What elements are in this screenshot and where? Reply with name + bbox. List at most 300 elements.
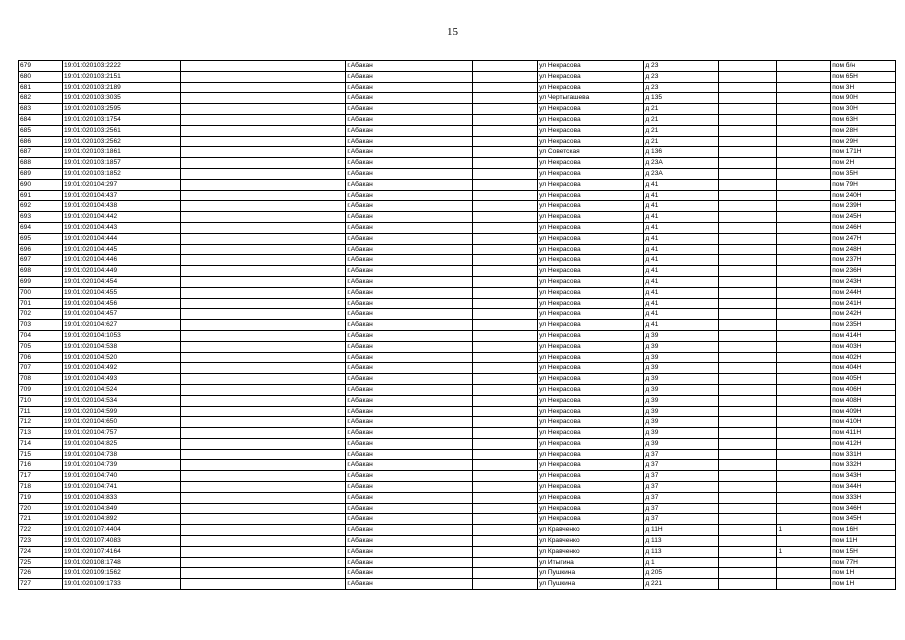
empty-cell xyxy=(473,222,538,233)
row-number-cell: 688 xyxy=(19,158,63,169)
city-cell: г.Абакан xyxy=(346,492,473,503)
city-cell: г.Абакан xyxy=(346,266,473,277)
empty-cell xyxy=(473,298,538,309)
table-row xyxy=(19,114,896,125)
empty-cell xyxy=(181,363,346,374)
house-cell: д 37 xyxy=(644,460,719,471)
room-cell: пом 410Н xyxy=(831,417,896,428)
empty-cell xyxy=(181,492,346,503)
row-number-cell: 690 xyxy=(19,179,63,190)
table-row xyxy=(19,492,896,503)
flat-cell xyxy=(777,71,831,82)
flat-cell xyxy=(777,309,831,320)
house-cell: д 23А xyxy=(644,168,719,179)
cadastral-number-cell: 19:01:020104:446 xyxy=(62,255,180,266)
street-cell: ул Пушкина xyxy=(538,568,644,579)
room-cell: пом 237Н xyxy=(831,255,896,266)
street-cell: ул Пушкина xyxy=(538,579,644,590)
city-cell: г.Абакан xyxy=(346,179,473,190)
table-row xyxy=(19,514,896,525)
house-cell: д 23 xyxy=(644,82,719,93)
house-cell: д 39 xyxy=(644,438,719,449)
empty-cell xyxy=(473,147,538,158)
row-number-cell: 716 xyxy=(19,460,63,471)
room-cell: пом 241Н xyxy=(831,298,896,309)
row-number-cell: 706 xyxy=(19,352,63,363)
row-number-cell: 712 xyxy=(19,417,63,428)
cadastral-number-cell: 19:01:020104:741 xyxy=(62,482,180,493)
street-cell: ул Некрасова xyxy=(538,417,644,428)
table-row xyxy=(19,309,896,320)
room-cell: пом 244Н xyxy=(831,287,896,298)
empty-cell xyxy=(473,363,538,374)
room-cell: пом 235Н xyxy=(831,320,896,331)
row-number-cell: 705 xyxy=(19,341,63,352)
house-cell: д 113 xyxy=(644,536,719,547)
empty-cell xyxy=(718,482,777,493)
street-cell: ул Кравченко xyxy=(538,536,644,547)
table-row xyxy=(19,104,896,115)
empty-cell xyxy=(181,158,346,169)
empty-cell xyxy=(718,406,777,417)
street-cell: ул Некрасова xyxy=(538,492,644,503)
flat-cell xyxy=(777,374,831,385)
room-cell: пом 28Н xyxy=(831,125,896,136)
city-cell: г.Абакан xyxy=(346,82,473,93)
city-cell: г.Абакан xyxy=(346,503,473,514)
room-cell: пом 247Н xyxy=(831,233,896,244)
table-row xyxy=(19,61,896,72)
empty-cell xyxy=(181,298,346,309)
row-number-cell: 727 xyxy=(19,579,63,590)
table-row xyxy=(19,536,896,547)
city-cell: г.Абакан xyxy=(346,244,473,255)
street-cell: ул Некрасова xyxy=(538,330,644,341)
street-cell: ул Некрасова xyxy=(538,363,644,374)
empty-cell xyxy=(473,168,538,179)
empty-cell xyxy=(181,233,346,244)
empty-cell xyxy=(181,330,346,341)
flat-cell xyxy=(777,201,831,212)
street-cell: ул Итыгина xyxy=(538,557,644,568)
cadastral-number-cell: 19:01:020104:534 xyxy=(62,395,180,406)
empty-cell xyxy=(181,482,346,493)
city-cell: г.Абакан xyxy=(346,158,473,169)
row-number-cell: 685 xyxy=(19,125,63,136)
house-cell: д 39 xyxy=(644,352,719,363)
cadastral-number-cell: 19:01:020104:627 xyxy=(62,320,180,331)
empty-cell xyxy=(181,212,346,223)
room-cell: пом 11Н xyxy=(831,536,896,547)
empty-cell xyxy=(718,438,777,449)
empty-cell xyxy=(473,546,538,557)
empty-cell xyxy=(473,179,538,190)
table-row xyxy=(19,125,896,136)
empty-cell xyxy=(718,255,777,266)
empty-cell xyxy=(181,384,346,395)
street-cell: ул Некрасова xyxy=(538,71,644,82)
street-cell: ул Некрасова xyxy=(538,104,644,115)
house-cell: д 41 xyxy=(644,320,719,331)
empty-cell xyxy=(718,374,777,385)
empty-cell xyxy=(473,536,538,547)
street-cell: ул Некрасова xyxy=(538,125,644,136)
empty-cell xyxy=(718,536,777,547)
room-cell: пом 63Н xyxy=(831,114,896,125)
cadastral-number-cell: 19:01:020103:2189 xyxy=(62,82,180,93)
cadastral-number-cell: 19:01:020103:1852 xyxy=(62,168,180,179)
flat-cell xyxy=(777,557,831,568)
row-number-cell: 714 xyxy=(19,438,63,449)
table-row xyxy=(19,330,896,341)
flat-cell xyxy=(777,114,831,125)
flat-cell xyxy=(777,168,831,179)
flat-cell xyxy=(777,514,831,525)
house-cell: д 37 xyxy=(644,514,719,525)
cadastral-number-cell: 19:01:020104:445 xyxy=(62,244,180,255)
flat-cell xyxy=(777,406,831,417)
table-row xyxy=(19,255,896,266)
room-cell: пом 243Н xyxy=(831,276,896,287)
city-cell: г.Абакан xyxy=(346,330,473,341)
cadastral-number-cell: 19:01:020104:457 xyxy=(62,309,180,320)
house-cell: д 41 xyxy=(644,298,719,309)
cadastral-number-cell: 19:01:020103:2561 xyxy=(62,125,180,136)
flat-cell xyxy=(777,492,831,503)
flat-cell xyxy=(777,190,831,201)
registry-rows xyxy=(19,61,896,590)
empty-cell xyxy=(181,266,346,277)
empty-cell xyxy=(718,492,777,503)
row-number-cell: 692 xyxy=(19,201,63,212)
empty-cell xyxy=(718,363,777,374)
empty-cell xyxy=(181,104,346,115)
street-cell: ул Кравченко xyxy=(538,525,644,536)
city-cell: г.Абакан xyxy=(346,395,473,406)
empty-cell xyxy=(181,320,346,331)
empty-cell xyxy=(181,190,346,201)
empty-cell xyxy=(718,525,777,536)
flat-cell xyxy=(777,298,831,309)
row-number-cell: 724 xyxy=(19,546,63,557)
row-number-cell: 707 xyxy=(19,363,63,374)
house-cell: д 39 xyxy=(644,406,719,417)
house-cell: д 39 xyxy=(644,374,719,385)
row-number-cell: 689 xyxy=(19,168,63,179)
street-cell: ул Некрасова xyxy=(538,449,644,460)
flat-cell xyxy=(777,428,831,439)
row-number-cell: 722 xyxy=(19,525,63,536)
empty-cell xyxy=(473,244,538,255)
room-cell: пом 345Н xyxy=(831,514,896,525)
city-cell: г.Абакан xyxy=(346,114,473,125)
house-cell: д 221 xyxy=(644,579,719,590)
row-number-cell: 718 xyxy=(19,482,63,493)
empty-cell xyxy=(181,471,346,482)
cadastral-number-cell: 19:01:020107:4083 xyxy=(62,536,180,547)
flat-cell xyxy=(777,384,831,395)
house-cell: д 41 xyxy=(644,233,719,244)
row-number-cell: 680 xyxy=(19,71,63,82)
street-cell: ул Некрасова xyxy=(538,438,644,449)
empty-cell xyxy=(718,460,777,471)
house-cell: д 41 xyxy=(644,201,719,212)
empty-cell xyxy=(181,352,346,363)
empty-cell xyxy=(718,266,777,277)
cadastral-number-cell: 19:01:020104:825 xyxy=(62,438,180,449)
house-cell: д 39 xyxy=(644,428,719,439)
cadastral-number-cell: 19:01:020104:297 xyxy=(62,179,180,190)
house-cell: д 41 xyxy=(644,190,719,201)
empty-cell xyxy=(718,168,777,179)
city-cell: г.Абакан xyxy=(346,579,473,590)
row-number-cell: 699 xyxy=(19,276,63,287)
empty-cell xyxy=(473,352,538,363)
empty-cell xyxy=(181,579,346,590)
street-cell: ул Некрасова xyxy=(538,82,644,93)
empty-cell xyxy=(718,352,777,363)
street-cell: ул Некрасова xyxy=(538,136,644,147)
row-number-cell: 715 xyxy=(19,449,63,460)
street-cell: ул Некрасова xyxy=(538,158,644,169)
flat-cell xyxy=(777,503,831,514)
empty-cell xyxy=(718,579,777,590)
empty-cell xyxy=(181,428,346,439)
empty-cell xyxy=(181,417,346,428)
cadastral-number-cell: 19:01:020104:833 xyxy=(62,492,180,503)
street-cell: ул Некрасова xyxy=(538,179,644,190)
empty-cell xyxy=(718,287,777,298)
row-number-cell: 696 xyxy=(19,244,63,255)
table-row xyxy=(19,406,896,417)
empty-cell xyxy=(473,374,538,385)
room-cell: пом 35Н xyxy=(831,168,896,179)
street-cell: ул Чертыгашева xyxy=(538,93,644,104)
empty-cell xyxy=(181,125,346,136)
room-cell: пом 29Н xyxy=(831,136,896,147)
cadastral-number-cell: 19:01:020104:1053 xyxy=(62,330,180,341)
flat-cell xyxy=(777,82,831,93)
city-cell: г.Абакан xyxy=(346,514,473,525)
city-cell: г.Абакан xyxy=(346,276,473,287)
cadastral-number-cell: 19:01:020109:1733 xyxy=(62,579,180,590)
house-cell: д 41 xyxy=(644,255,719,266)
house-cell: д 39 xyxy=(644,417,719,428)
street-cell: ул Некрасова xyxy=(538,190,644,201)
empty-cell xyxy=(473,104,538,115)
street-cell: ул Некрасова xyxy=(538,514,644,525)
empty-cell xyxy=(181,147,346,158)
room-cell: пом 2Н xyxy=(831,158,896,169)
table-row xyxy=(19,233,896,244)
empty-cell xyxy=(473,395,538,406)
flat-cell xyxy=(777,536,831,547)
row-number-cell: 679 xyxy=(19,61,63,72)
flat-cell xyxy=(777,320,831,331)
flat-cell xyxy=(777,179,831,190)
flat-cell xyxy=(777,471,831,482)
empty-cell xyxy=(473,525,538,536)
flat-cell xyxy=(777,93,831,104)
house-cell: д 23 xyxy=(644,61,719,72)
city-cell: г.Абакан xyxy=(346,320,473,331)
street-cell: ул Некрасова xyxy=(538,374,644,385)
empty-cell xyxy=(718,395,777,406)
registry-table xyxy=(18,60,896,590)
empty-cell xyxy=(181,374,346,385)
row-number-cell: 726 xyxy=(19,568,63,579)
city-cell: г.Абакан xyxy=(346,471,473,482)
cadastral-number-cell: 19:01:020104:438 xyxy=(62,201,180,212)
empty-cell xyxy=(473,460,538,471)
city-cell: г.Абакан xyxy=(346,374,473,385)
flat-cell xyxy=(777,330,831,341)
cadastral-number-cell: 19:01:020104:454 xyxy=(62,276,180,287)
empty-cell xyxy=(473,330,538,341)
city-cell: г.Абакан xyxy=(346,384,473,395)
table-row xyxy=(19,449,896,460)
room-cell: пом 1Н xyxy=(831,568,896,579)
city-cell: г.Абакан xyxy=(346,438,473,449)
street-cell: ул Некрасова xyxy=(538,255,644,266)
flat-cell xyxy=(777,147,831,158)
room-cell: пом 344Н xyxy=(831,482,896,493)
street-cell: ул Некрасова xyxy=(538,276,644,287)
cadastral-number-cell: 19:01:020104:738 xyxy=(62,449,180,460)
table-row xyxy=(19,384,896,395)
empty-cell xyxy=(473,482,538,493)
empty-cell xyxy=(473,384,538,395)
table-row xyxy=(19,212,896,223)
table-row xyxy=(19,428,896,439)
table-row xyxy=(19,395,896,406)
room-cell: пом 239Н xyxy=(831,201,896,212)
cadastral-number-cell: 19:01:020104:599 xyxy=(62,406,180,417)
empty-cell xyxy=(181,406,346,417)
flat-cell xyxy=(777,276,831,287)
house-cell: д 39 xyxy=(644,341,719,352)
room-cell: пом 240Н xyxy=(831,190,896,201)
street-cell: ул Некрасова xyxy=(538,168,644,179)
table-row xyxy=(19,266,896,277)
cadastral-number-cell: 19:01:020103:1857 xyxy=(62,158,180,169)
city-cell: г.Абакан xyxy=(346,147,473,158)
cadastral-number-cell: 19:01:020103:2595 xyxy=(62,104,180,115)
empty-cell xyxy=(718,471,777,482)
house-cell: д 37 xyxy=(644,503,719,514)
flat-cell xyxy=(777,395,831,406)
room-cell: пом б/н xyxy=(831,61,896,72)
empty-cell xyxy=(473,492,538,503)
empty-cell xyxy=(181,546,346,557)
row-number-cell: 717 xyxy=(19,471,63,482)
empty-cell xyxy=(473,71,538,82)
street-cell: ул Кравченко xyxy=(538,546,644,557)
row-number-cell: 691 xyxy=(19,190,63,201)
empty-cell xyxy=(718,136,777,147)
empty-cell xyxy=(718,212,777,223)
street-cell: ул Некрасова xyxy=(538,320,644,331)
table-row xyxy=(19,438,896,449)
empty-cell xyxy=(718,384,777,395)
empty-cell xyxy=(473,568,538,579)
empty-cell xyxy=(473,449,538,460)
city-cell: г.Абакан xyxy=(346,309,473,320)
table-row xyxy=(19,482,896,493)
house-cell: д 23А xyxy=(644,158,719,169)
cadastral-number-cell: 19:01:020104:455 xyxy=(62,287,180,298)
street-cell: ул Некрасова xyxy=(538,309,644,320)
cadastral-number-cell: 19:01:020103:2151 xyxy=(62,71,180,82)
table-row xyxy=(19,222,896,233)
room-cell: пом 236Н xyxy=(831,266,896,277)
row-number-cell: 702 xyxy=(19,309,63,320)
street-cell: ул Советская xyxy=(538,147,644,158)
empty-cell xyxy=(181,568,346,579)
house-cell: д 37 xyxy=(644,449,719,460)
row-number-cell: 719 xyxy=(19,492,63,503)
empty-cell xyxy=(718,201,777,212)
flat-cell xyxy=(777,341,831,352)
city-cell: г.Абакан xyxy=(346,536,473,547)
house-cell: д 136 xyxy=(644,147,719,158)
row-number-cell: 681 xyxy=(19,82,63,93)
city-cell: г.Абакан xyxy=(346,341,473,352)
house-cell: д 23 xyxy=(644,71,719,82)
cadastral-number-cell: 19:01:020104:538 xyxy=(62,341,180,352)
house-cell: д 39 xyxy=(644,330,719,341)
room-cell: пом 30Н xyxy=(831,104,896,115)
city-cell: г.Абакан xyxy=(346,363,473,374)
table-row xyxy=(19,546,896,557)
table-row xyxy=(19,287,896,298)
table-row xyxy=(19,525,896,536)
city-cell: г.Абакан xyxy=(346,406,473,417)
flat-cell xyxy=(777,233,831,244)
table-row xyxy=(19,276,896,287)
cadastral-number-cell: 19:01:020104:442 xyxy=(62,212,180,223)
street-cell: ул Некрасова xyxy=(538,287,644,298)
empty-cell xyxy=(473,438,538,449)
cadastral-number-cell: 19:01:020104:449 xyxy=(62,266,180,277)
table-row xyxy=(19,417,896,428)
row-number-cell: 698 xyxy=(19,266,63,277)
flat-cell xyxy=(777,363,831,374)
empty-cell xyxy=(181,557,346,568)
flat-cell xyxy=(777,449,831,460)
row-number-cell: 700 xyxy=(19,287,63,298)
city-cell: г.Абакан xyxy=(346,482,473,493)
room-cell: пом 406Н xyxy=(831,384,896,395)
flat-cell xyxy=(777,125,831,136)
room-cell: пом 77Н xyxy=(831,557,896,568)
street-cell: ул Некрасова xyxy=(538,482,644,493)
house-cell: д 41 xyxy=(644,222,719,233)
empty-cell xyxy=(473,406,538,417)
room-cell: пом 3Н xyxy=(831,82,896,93)
street-cell: ул Некрасова xyxy=(538,428,644,439)
empty-cell xyxy=(473,341,538,352)
row-number-cell: 721 xyxy=(19,514,63,525)
empty-cell xyxy=(181,438,346,449)
city-cell: г.Абакан xyxy=(346,212,473,223)
row-number-cell: 684 xyxy=(19,114,63,125)
empty-cell xyxy=(718,222,777,233)
room-cell: пом 403Н xyxy=(831,341,896,352)
cadastral-number-cell: 19:01:020108:1748 xyxy=(62,557,180,568)
room-cell: пом 171Н xyxy=(831,147,896,158)
room-cell: пом 409Н xyxy=(831,406,896,417)
